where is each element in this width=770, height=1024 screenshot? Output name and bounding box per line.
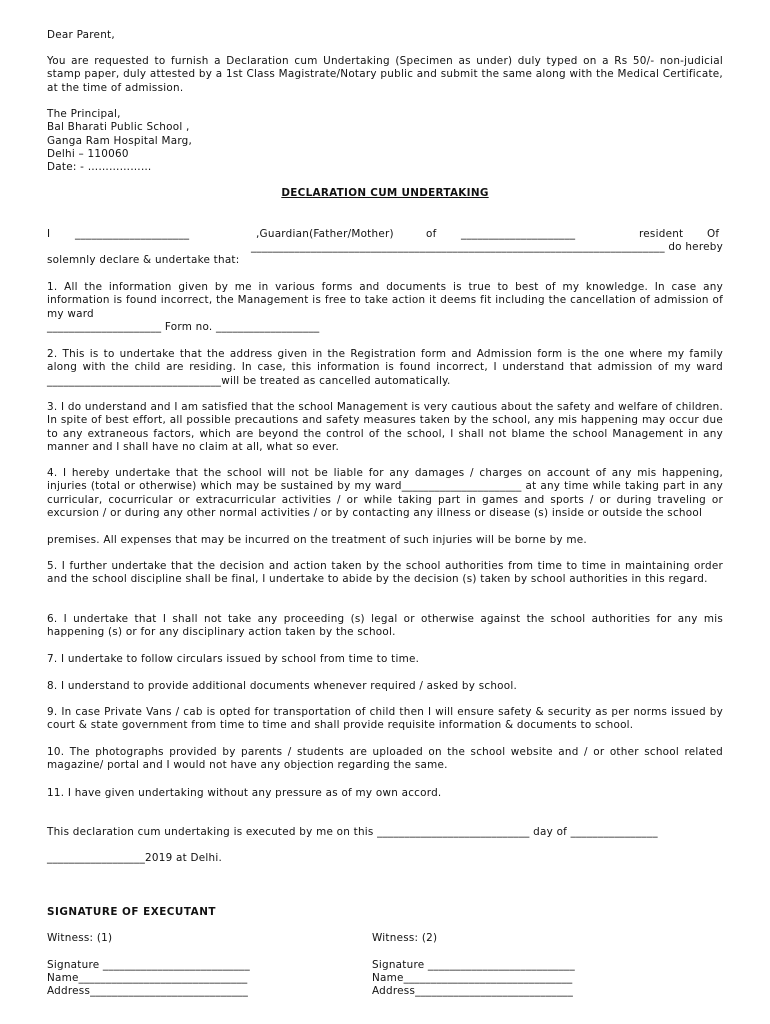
clause-4: 4. I hereby undertake that the school will not be liable for any damages / charges on account of any mis happening, injuries (total or otherwise) which may be sustained by my ward______________________ at any time while taking part in any curricular, cocurricular or extracurricular activities / or while taking part in games and sports / or during traveling or excursion / or during any other normal activities / or by contacting any illness or disease (s) inside or outside the school (47, 467, 723, 519)
address-line-4: Delhi – 110060 (47, 147, 129, 160)
address-line-2: Bal Bharati Public School , (47, 121, 190, 134)
document-title: DECLARATION CUM UNDERTAKING (281, 187, 489, 199)
witness-2-address: Address_____________________________ (372, 985, 574, 997)
clause-10: 10. The photographs provided by parents / students are uploaded on the school website and / or other school related magazine/ portal and I would not have any objection regarding the same. (47, 746, 723, 772)
signature-heading: SIGNATURE OF EXECUTANT (47, 906, 216, 918)
opening-blank-parent: _____________________ (461, 228, 576, 240)
opening-of-2: Of (707, 228, 720, 240)
opening-blank-name: _____________________ (75, 228, 190, 240)
witness-2-name: Name_______________________________ (372, 972, 573, 984)
opening-resident: resident (639, 228, 684, 240)
witness-1-label: Witness: (1) (47, 932, 113, 944)
execution-date-line: __________________2019 at Delhi. (47, 852, 223, 864)
greeting: Dear Parent, (47, 29, 115, 41)
opening-solemnly: solemnly declare & undertake that: (47, 254, 240, 266)
clause-6: 6. I undertake that I shall not take any proceeding (s) legal or otherwise against the school authorities for any mis happening (s) or for any disciplinary action taken by the school. (47, 613, 723, 639)
clause-11: 11. I have given undertaking without any pressure as of my own accord. (47, 787, 442, 799)
witness-2-label: Witness: (2) (372, 932, 438, 944)
intro-paragraph: You are requested to furnish a Declaration cum Undertaking (Specimen as under) duly typed on a Rs 50/- non-judicial stamp paper, duly attested by a 1st Class Magistrate/Notary public and submit the same along with the Medical Certificate, at the time of admission. (47, 55, 723, 94)
witness-2-signature: Signature ___________________________ (372, 959, 575, 971)
witness-1-name: Name_______________________________ (47, 972, 248, 984)
address-line-3: Ganga Ram Hospital Marg, (47, 134, 193, 147)
clause-1-fill-line: _____________________ Form no. ___________________ (47, 321, 320, 333)
opening-address-line: ____________________________________________________________________________ do hereby (250, 241, 723, 253)
clause-7: 7. I undertake to follow circulars issued by school from time to time. (47, 653, 420, 665)
opening-of: of (426, 228, 437, 240)
opening-guardian: ,Guardian(Father/Mother) (256, 228, 394, 240)
clause-9: 9. In case Private Vans / cab is opted for transportation of child then I will ensure safety & security as per norms issued by court & state government from time to time and shall provide requisite information & documents to school. (47, 706, 723, 732)
clause-5: 5. I further undertake that the decision and action taken by the school authorities from time to time in maintaining order and the school discipline shall be final, I undertake to abide by the decision (s) taken by school authorities in this regard. (47, 560, 723, 586)
execution-statement: This declaration cum undertaking is executed by me on this ____________________________ day of ________________ (47, 826, 658, 838)
address-date: Date: - ……………… (47, 161, 152, 174)
opening-i: I (47, 228, 51, 240)
clause-2: 2. This is to undertake that the address given in the Registration form and Admission form is the one where my family along with the child are residing. In case, this information is found incorrect, I understand that admission of my ward ________________________________will be treated as cancelled automatically. (47, 348, 723, 387)
clause-8: 8. I understand to provide additional documents whenever required / asked by school. (47, 680, 518, 692)
witness-1-address: Address_____________________________ (47, 985, 249, 997)
witness-1-signature: Signature ___________________________ (47, 959, 250, 971)
clause-1: 1. All the information given by me in various forms and documents is true to best of my knowledge. In case any information is found incorrect, the Management is free to take action it deems fit including the cancellation of admission of my ward (47, 281, 723, 320)
clause-3: 3. I do understand and I am satisfied that the school Management is very cautious about the safety and welfare of children. In spite of best effort, all possible precautions and safety measures taken by the school, any mis happening may occur due to any extraneous factors, which are beyond the control of the school, I shall not blame the school Management in any manner and I shall have no claim at all, what so ever. (47, 401, 723, 453)
address-block (47, 108, 723, 174)
clause-4-continued: premises. All expenses that may be incurred on the treatment of such injuries will be borne by me. (47, 534, 587, 546)
address-line-1: The Principal, (47, 108, 121, 120)
